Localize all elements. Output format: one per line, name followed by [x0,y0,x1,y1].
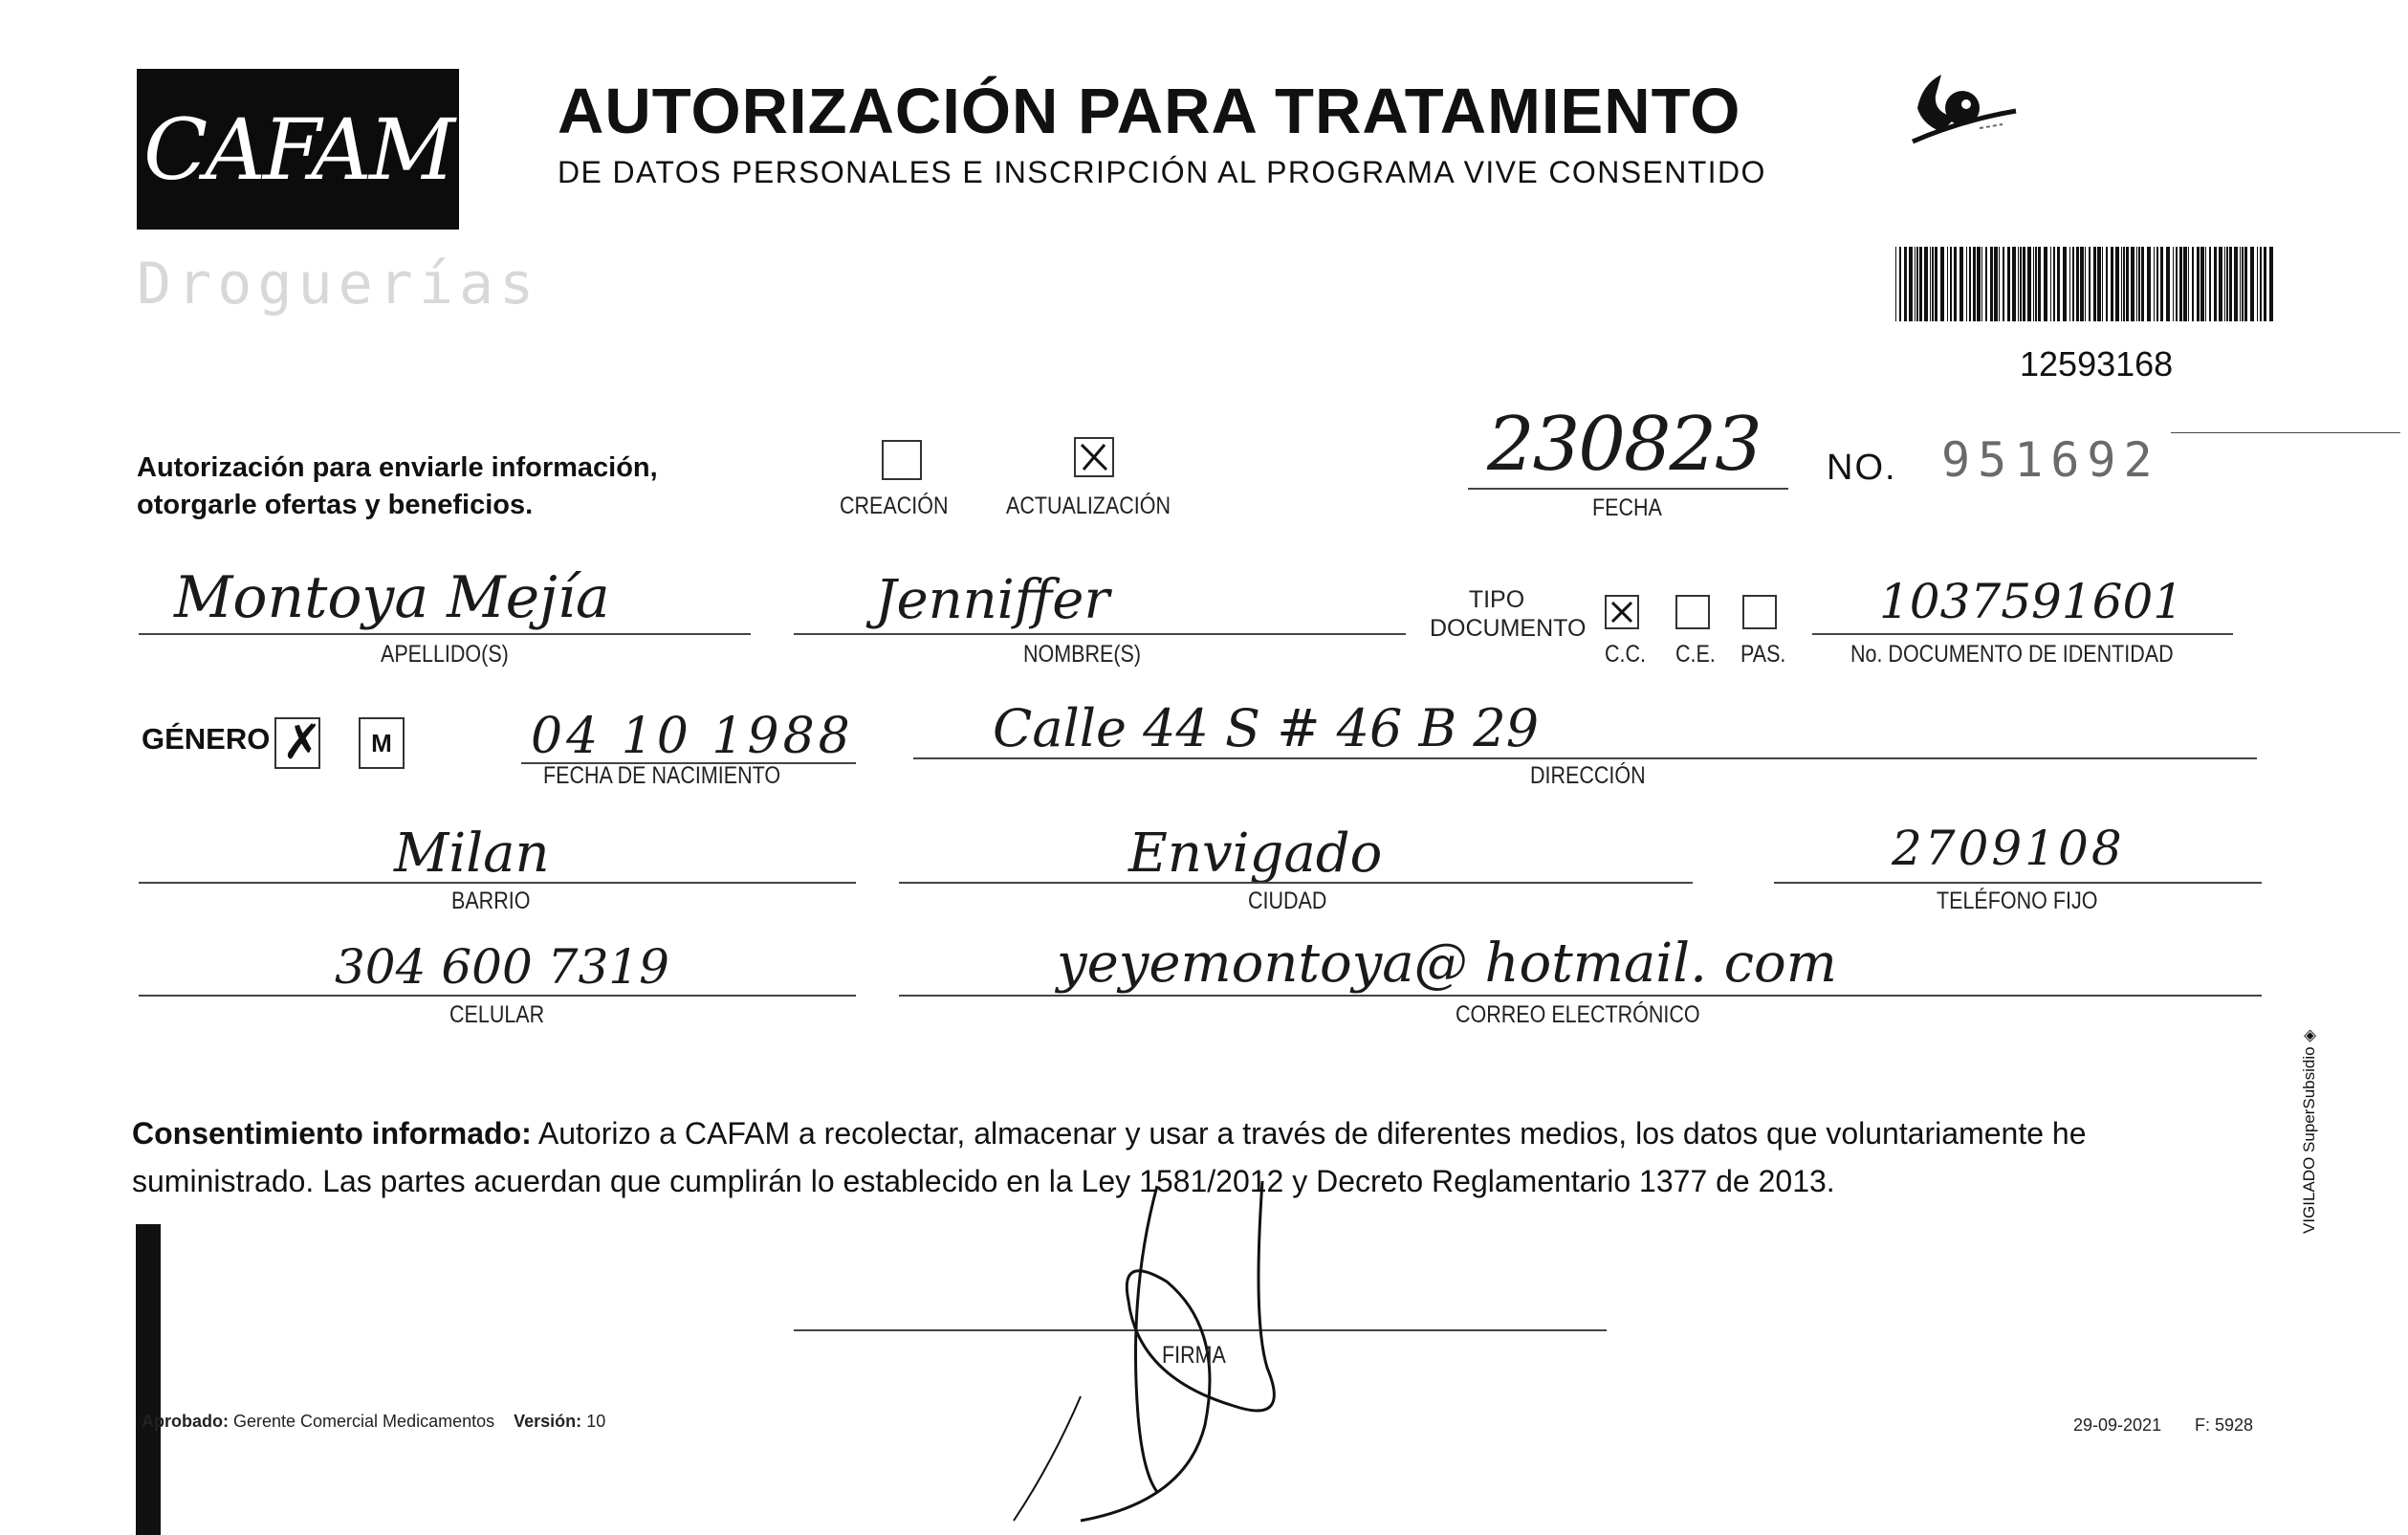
creacion-label: CREACIÓN [840,493,949,519]
barcode-bar [2023,247,2025,321]
direccion-line [913,757,2257,759]
genero-m-label: M [371,729,392,757]
barcode-bar [2214,247,2217,321]
barcode-bar [2176,247,2178,321]
barcode-bar [1909,247,1913,321]
tipo-pas-checkbox[interactable] [1742,595,1777,629]
no-top-line [2171,432,2400,433]
creacion-checkbox[interactable] [882,440,922,480]
barcode-bar [1959,247,1963,321]
barcode-bar [1973,247,1976,321]
barcode-bar [1966,247,1967,321]
barcode-bar [2166,247,2170,321]
documento-value[interactable]: 1037591601 [1879,574,2184,629]
actualizacion-label: ACTUALIZACIÓN [1006,493,1171,519]
barcode-bar [2200,247,2204,321]
barcode-bar [2234,247,2238,321]
barcode-bar [2123,247,2125,321]
genero-m-checkbox[interactable] [359,717,405,769]
genero-f-checkbox[interactable] [274,717,320,769]
vigilado-text: VIGILADO SuperSubsidio [2300,1046,2318,1234]
barcode-bar [2141,247,2144,321]
barcode-bar [1977,247,1981,321]
authorization-text [137,450,658,524]
genero-f-mark: ✗ [282,715,322,769]
barcode-bar [2160,247,2163,321]
barcode-bar [2173,247,2174,321]
apellidos-value[interactable]: Montoya Mejía [174,564,610,631]
aprobado-info [142,1412,605,1432]
barcode-bar [2093,247,2096,321]
barcode-bar [2250,247,2254,321]
barcode-bar [2138,247,2140,321]
barcode-bar [2044,247,2047,321]
ciudad-label: CIUDAD [1248,888,1327,914]
barcode-bar [2089,247,2091,321]
barcode-bar [1981,247,1982,321]
barrio-value[interactable]: Milan [394,822,550,885]
barcode-bar [1935,247,1937,321]
authorization-line-1: Autorización para enviarle información, [137,452,658,483]
barcode-bar [2111,247,2113,321]
barcode-bar [1924,247,1928,321]
consent-heading: Consentimiento informado: [132,1116,532,1151]
barcode-bar [2018,247,2019,321]
barcode-bar [2269,247,2273,321]
fecha-nacimiento-value[interactable]: 04 10 1988 [531,708,854,765]
barcode-bar [1994,247,1998,321]
barcode-bar [2106,247,2108,321]
barcode-bar [2076,247,2079,321]
barcode-bar [2197,247,2200,321]
barcode-bar [2264,247,2266,321]
telefono-label: TELÉFONO FIJO [1937,888,2098,914]
barcode-bar [2038,247,2041,321]
barcode-bar [2063,247,2067,321]
barcode-bar [2050,247,2051,321]
barcode [1894,247,2276,321]
tipo-cc-label: C.C. [1605,641,1646,668]
checkbox-x-mark-icon [1076,439,1112,475]
barcode-bar [2003,247,2004,321]
form-title: AUTORIZACIÓN PARA TRATAMIENTO [558,76,1741,147]
tipo-cc-checkbox[interactable] [1605,595,1639,629]
celular-line [139,995,856,997]
barcode-bar [2115,247,2119,321]
direccion-value[interactable]: Calle 44 S # 46 B 29 [993,698,1540,758]
barcode-bar [1969,247,1971,321]
scan-edge-mark [136,1224,161,1535]
tipo-documento-label [1430,585,1587,643]
tipo-documento-label-1: TIPO [1468,586,1525,613]
tipo-pas-label: PAS. [1740,641,1786,668]
barcode-bar [2183,247,2187,321]
barrio-line [139,882,856,884]
fecha-value[interactable]: 230823 [1487,402,1761,488]
fecha-line [1468,488,1788,490]
correo-value[interactable]: yeyemontoya@ hotmail. com [1057,932,1837,995]
barcode-bar [1916,247,1918,321]
aprobado-value: Gerente Comercial Medicamentos [233,1412,495,1431]
nombres-value[interactable]: Jenniffer [875,569,1110,631]
barcode-bar [1954,247,1957,321]
correo-label: CORREO ELECTRÓNICO [1456,1001,1700,1028]
ciudad-line [899,882,1693,884]
barcode-bar [1899,247,1901,321]
barcode-number: 12593168 [2020,344,2174,384]
no-label: NO. [1827,448,1897,488]
barcode-bar [2027,247,2031,321]
barcode-bar [1940,247,1944,321]
supersubsidio-logo-icon: ◈ [2300,1029,2318,1042]
footer-form-code: F: 5928 [2195,1415,2254,1435]
authorization-line-2: otorgarle ofertas y beneficios. [137,490,534,520]
version-value: 10 [586,1412,606,1431]
barcode-bar [1904,247,1907,321]
barcode-bar [2226,247,2228,321]
barcode-bar [2126,247,2129,321]
fecha-label: FECHA [1592,494,1662,521]
nombres-label: NOMBRE(S) [1023,641,1142,668]
correo-line [899,995,2262,997]
barcode-bar [1947,247,1948,321]
barcode-bar [1895,247,1896,321]
fecha-nacimiento-label: FECHA DE NACIMIENTO [543,762,781,789]
vigilado-vertical-text [2300,1004,2323,1234]
footer-date: 29-09-2021 [2073,1415,2162,1435]
barcode-bar [1950,247,1952,321]
barcode-bar [1930,247,1931,321]
celular-value[interactable]: 304 600 7319 [335,939,669,995]
barcode-bar [2012,247,2016,321]
drogerias-logo-text: Droguerías [137,251,540,318]
barcode-bar [2147,247,2151,321]
barcode-bar [2033,247,2034,321]
telefono-line [1774,882,2262,884]
vive-consentido-emblem-icon [1903,65,2027,151]
barcode-bar [1919,247,1922,321]
barcode-bar [1999,247,2000,321]
barcode-bar [2097,247,2101,321]
barcode-bar [2179,247,2182,321]
actualizacion-checkbox[interactable] [1074,437,1114,477]
checkbox-x-mark-icon [1607,597,1637,627]
barcode-bar [2085,247,2086,321]
aprobado-label: Aprobado: [142,1412,229,1431]
apellidos-label: APELLIDO(S) [381,641,509,668]
barcode-bar [2192,247,2194,321]
tipo-ce-checkbox[interactable] [1675,595,1710,629]
barcode-bar [2156,247,2158,321]
barcode-bar [2229,247,2232,321]
barcode-bar [2205,247,2206,321]
barcode-bar [2219,247,2222,321]
signature-label: FIRMA [1162,1342,1226,1369]
barcode-bar [2260,247,2262,321]
barcode-bar [2136,247,2137,321]
barcode-bar [2244,247,2247,321]
barcode-bar [2257,247,2258,321]
barcode-bar [1990,247,1993,321]
barcode-bar [1985,247,1987,321]
barcode-bar [2007,247,2010,321]
tipo-ce-label: C.E. [1675,641,1716,668]
barcode-bar [2069,247,2070,321]
barcode-bar [2080,247,2084,321]
barcode-bar [2240,247,2241,321]
celular-label: CELULAR [449,1001,545,1028]
barcode-bar [2035,247,2037,321]
documento-label: No. DOCUMENTO DE IDENTIDAD [1850,641,2174,668]
barrio-label: BARRIO [451,888,531,914]
no-value: 951692 [1941,432,2160,488]
tipo-documento-label-2: DOCUMENTO [1430,615,1587,642]
telefono-value[interactable]: 2709108 [1892,821,2125,876]
barcode-bar [1932,247,1934,321]
barcode-bar [2072,247,2074,321]
barcode-bar [2057,247,2060,321]
apellidos-line [139,633,751,635]
consent-text: Autorizo a CAFAM a recolectar, almacenar y usar a través de diferentes medios, los datos que voluntariamente he suministrado. Las partes acuerdan que cumplirán lo establecido en la Ley 1581/2012 y Decreto Reglamentario 1377 de 2013. [132,1116,2087,1198]
barcode-bar [2224,247,2225,321]
barcode-bar [2242,247,2244,321]
barcode-bar [2131,247,2134,321]
form-subtitle: DE DATOS PERSONALES E INSCRIPCIÓN AL PROGRAMA VIVE CONSENTIDO [558,155,1766,189]
nombres-line [794,633,1406,635]
barcode-bar [2154,247,2155,321]
barcode-bar [2053,247,2055,321]
documento-line [1812,633,2233,635]
barcode-bar [2209,247,2211,321]
ciudad-value[interactable]: Envigado [1128,822,1383,885]
barcode-bar [2188,247,2189,321]
cafam-logo: CAFAM [137,69,459,230]
direccion-label: DIRECCIÓN [1530,762,1646,789]
barcode-bar [2102,247,2103,321]
genero-label: GÉNERO [142,722,271,756]
version-label: Versión: [514,1412,582,1431]
barcode-bar [2020,247,2022,321]
barcode-bar [2121,247,2122,321]
